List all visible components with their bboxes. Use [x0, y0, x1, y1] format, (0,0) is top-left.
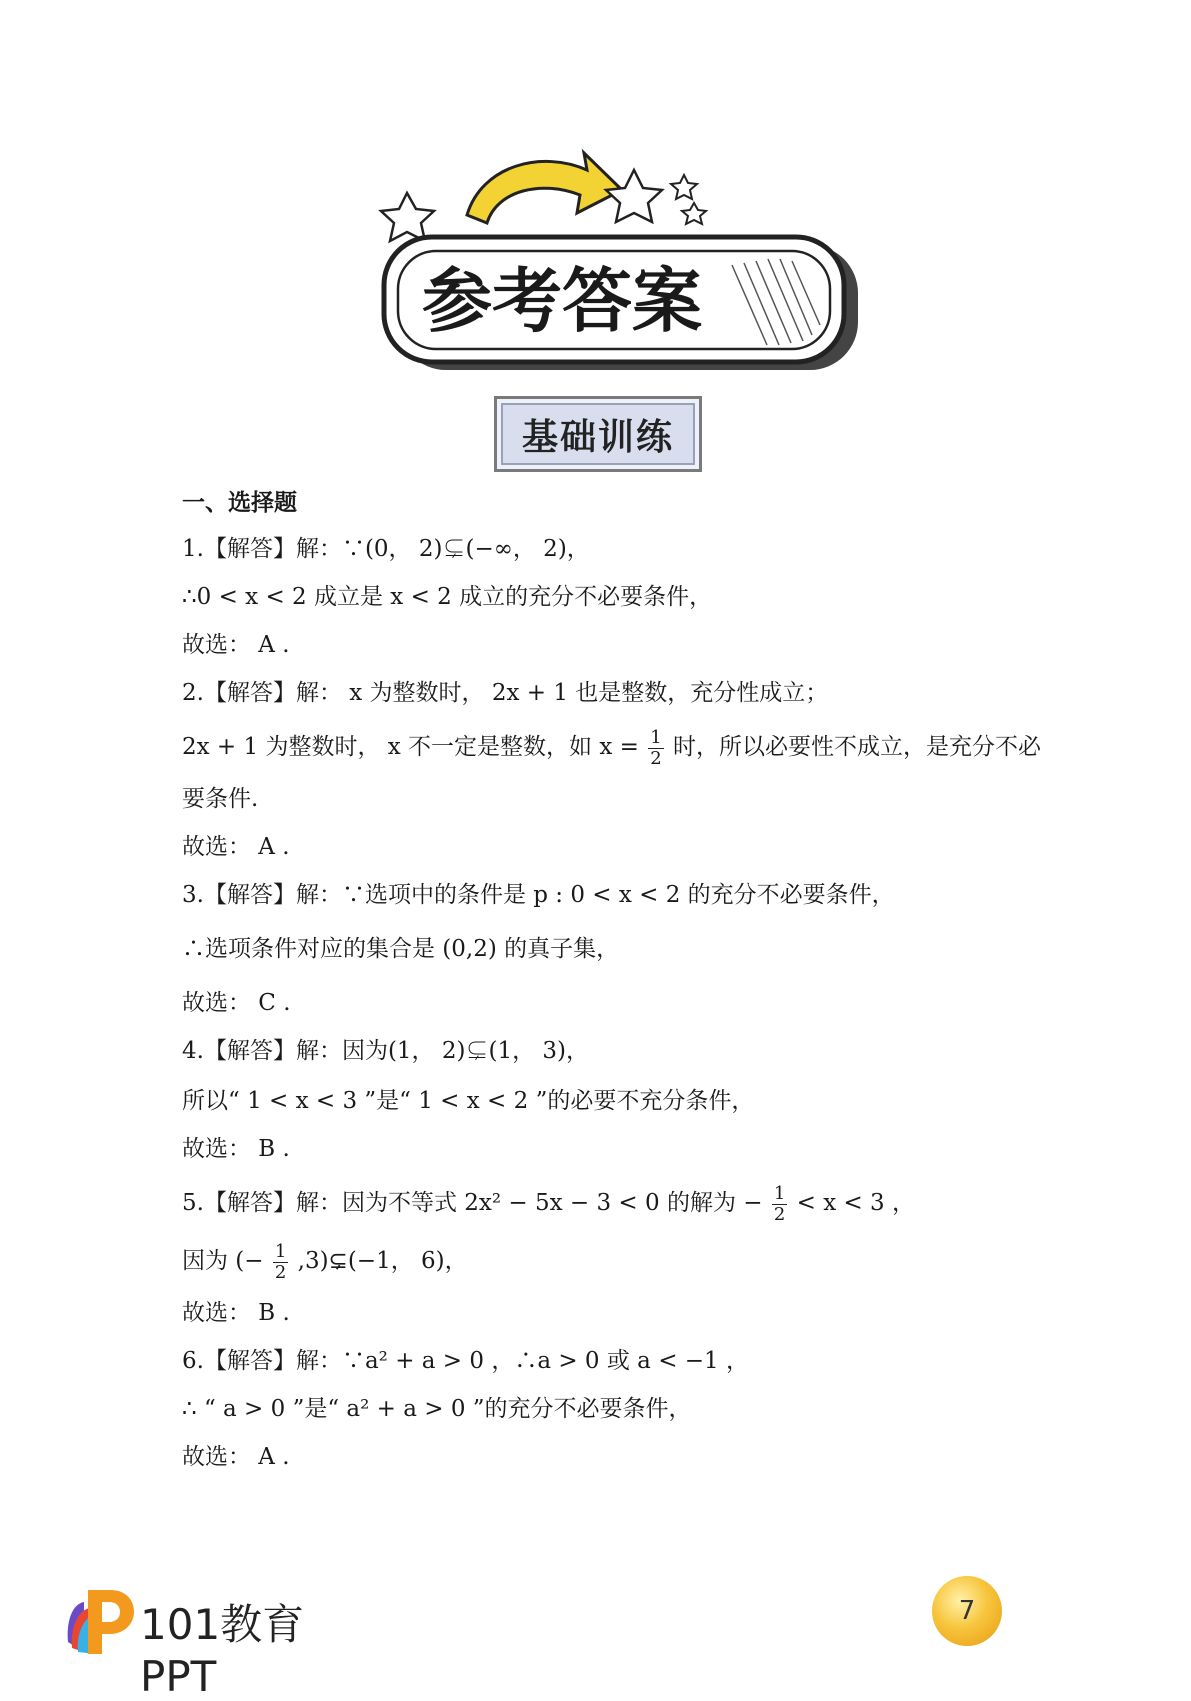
fraction-numerator: 1 — [274, 1240, 287, 1262]
answer-line — [182, 1181, 1032, 1225]
section-title: 基础训练 — [521, 416, 674, 458]
answer-banner — [372, 145, 872, 395]
fraction-denominator: 2 — [773, 1203, 786, 1225]
fraction — [648, 728, 663, 769]
answer-line: 3.【解答】解：∵选项中的条件是 p : 0 < x < 2 的充分不必要条件， — [182, 882, 895, 908]
star-decoration — [606, 170, 662, 222]
answer-line: 故选： B . — [182, 1136, 290, 1162]
fraction — [772, 1184, 787, 1225]
answer-line — [182, 1239, 1032, 1283]
answer-line: 6.【解答】解：∵a² + a > 0 ，∴a > 0 或 a < −1 ， — [182, 1348, 750, 1374]
brand-logo — [62, 1582, 362, 1701]
answer-line: ∴选项条件对应的集合是 (0,2) 的真子集， — [182, 936, 620, 962]
fraction-numerator: 1 — [773, 1182, 786, 1204]
answer-line: 所以“ 1 < x < 3 ”是“ 1 < x < 2 ”的必要不充分条件， — [182, 1088, 755, 1114]
brand-logo-icon — [62, 1582, 136, 1656]
answer-text: 时，所以必要性不成立，是充分不必 — [672, 734, 1041, 760]
fraction-denominator: 2 — [650, 747, 662, 769]
banner-title: 参考答案 — [422, 260, 702, 342]
page-number-badge — [932, 1576, 1002, 1646]
answer-line: ∴ “ a > 0 ”是“ a² + a > 0 ”的充分不必要条件， — [182, 1396, 692, 1422]
fraction-denominator: 2 — [274, 1261, 287, 1283]
answer-line: 2.【解答】解： x 为整数时， 2x + 1 也是整数，充分性成立； — [182, 680, 829, 706]
star-decoration — [671, 175, 697, 199]
answer-text: ,3)⊊(−1， 6)， — [297, 1248, 468, 1274]
star-decoration — [381, 193, 434, 241]
answer-line: ∴0 < x < 2 成立是 x < 2 成立的充分不必要条件， — [182, 584, 713, 610]
brand-name: 101教育PPT — [140, 1600, 305, 1701]
answer-line: 故选： A . — [182, 632, 290, 658]
fraction-numerator: 1 — [650, 726, 662, 748]
answer-text: < x < 3 ， — [796, 1190, 916, 1216]
answer-line: 4.【解答】解：因为(1， 2)⊊(1， 3)， — [182, 1038, 589, 1064]
answer-line: 要条件. — [182, 786, 259, 812]
answer-line: 故选： C . — [182, 990, 291, 1016]
answer-line: 故选： A . — [182, 1444, 290, 1470]
answer-text: 2x + 1 为整数时， x 不一定是整数，如 x = — [182, 734, 639, 760]
arrow-decoration — [467, 153, 622, 223]
answer-line: 故选： A . — [182, 834, 290, 860]
question-type-heading: 一、选择题 — [182, 490, 297, 516]
answer-line: 1.【解答】解：∵(0， 2)⊊(−∞， 2)， — [182, 536, 590, 562]
answer-line — [182, 725, 1041, 769]
fraction — [273, 1242, 288, 1283]
page-number: 7 — [958, 1596, 976, 1626]
answer-content — [182, 478, 1041, 1489]
section-title-box — [494, 396, 702, 472]
answer-text: 5.【解答】解：因为不等式 2x² − 5x − 3 < 0 的解为 − — [182, 1190, 763, 1216]
answer-text: 因为 (− — [182, 1248, 264, 1274]
star-decoration — [682, 203, 706, 224]
answer-line: 故选： B . — [182, 1300, 290, 1326]
